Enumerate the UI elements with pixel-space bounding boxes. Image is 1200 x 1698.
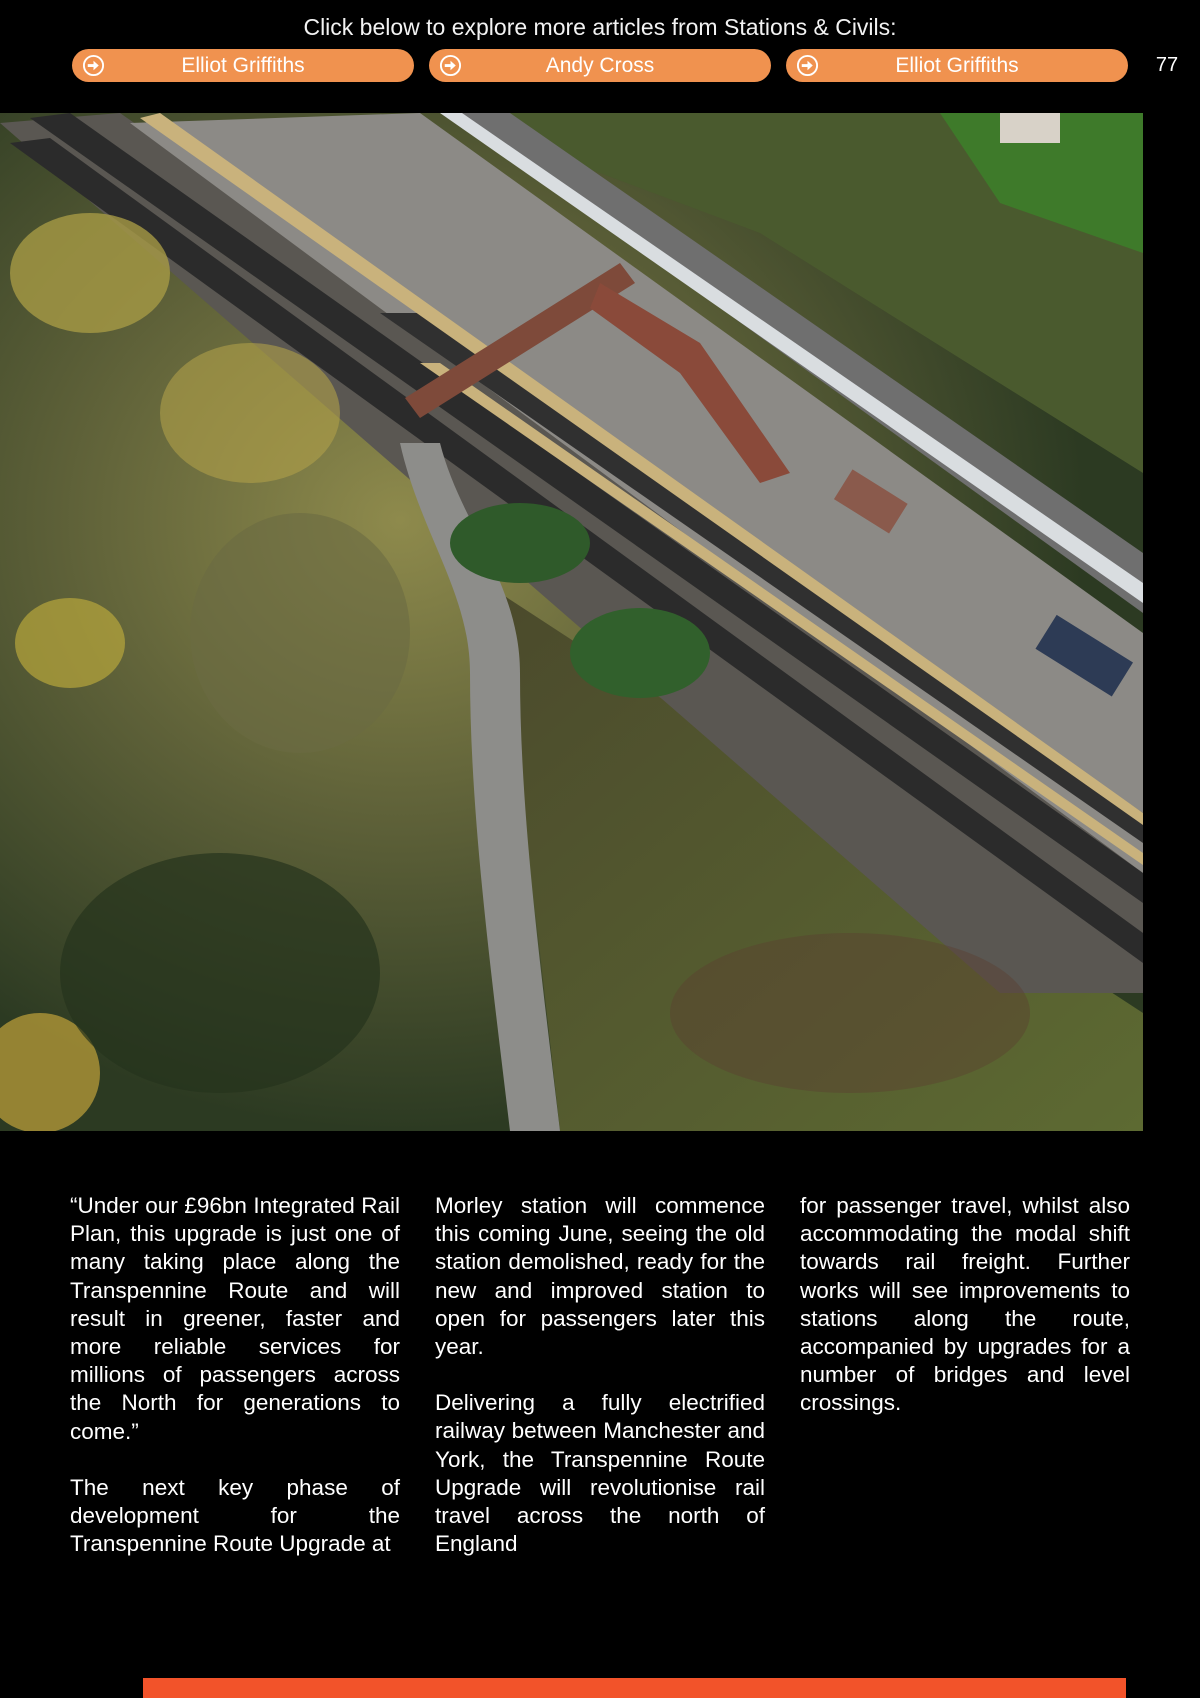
explore-heading: Click below to explore more articles from Stations & Civils: xyxy=(303,14,897,40)
article-paragraph: The next key phase of development for the Transpennine Route Upgrade at xyxy=(70,1474,400,1557)
article-link-button-2[interactable] xyxy=(429,49,771,82)
article-column-2 xyxy=(435,1192,765,1586)
footer-accent-bar xyxy=(143,1678,1126,1698)
article-link-button-3[interactable] xyxy=(786,49,1128,82)
page-number: 77 xyxy=(1155,54,1179,76)
article-paragraph: Delivering a fully electrified railway between Manchester and York, the Transpennine Route Upgrade will revolutionise rail travel across the north of England xyxy=(435,1390,765,1557)
aerial-station-photo xyxy=(0,113,1143,1131)
article-paragraph: for passenger travel, whilst also accommodating the modal shift towards rail freight. Further works will see improvements to stations along the route, accompanied by upgrades for a number of bridges and level crossings. xyxy=(800,1193,1130,1416)
article-link-button-1[interactable] xyxy=(72,49,414,82)
article-link-label: Elliot Griffiths xyxy=(895,53,1019,77)
arrow-right-circle-icon xyxy=(82,54,105,77)
article-paragraph: Morley station will commence this coming June, seeing the old station demolished, ready for the new and improved station to open for passengers later this year. xyxy=(435,1193,765,1360)
article-paragraph: “Under our £96bn Integrated Rail Plan, this upgrade is just one of many taking place along the Transpennine Route and will result in greener, faster and more reliable services for millions of passengers across the North for generations to come.” xyxy=(70,1193,400,1444)
article-link-label: Andy Cross xyxy=(545,53,655,77)
article-link-label: Elliot Griffiths xyxy=(181,53,305,77)
article-column-3 xyxy=(800,1192,1130,1446)
arrow-right-circle-icon xyxy=(796,54,819,77)
arrow-right-circle-icon xyxy=(439,54,462,77)
article-column-1 xyxy=(70,1192,400,1586)
